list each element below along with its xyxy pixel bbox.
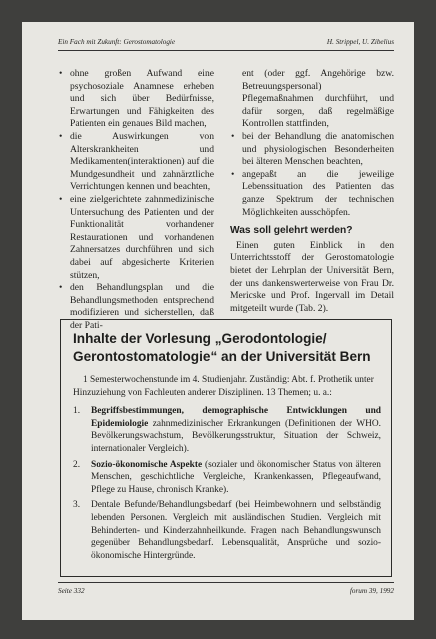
topic-item [73,499,381,562]
topic-item [73,459,381,497]
list-item: • bei der Behandlung die anatomischen und physiologischen Besonderheiten bei älteren Menschen beachten, [230,131,394,169]
list-item: • ohne großen Aufwand eine psychosoziale Anamnese erheben und sich über Bedürfnisse, Erwartungen und Fähigkeiten des Patienten ein genaues Bild machen, [58,68,214,131]
journal-page [22,22,414,620]
curriculum-table-box [60,319,392,577]
topic-text: (sozialer und ökonomischer Status von älteren Menschen, geschichtliche Vergleiche, Krankenkassen, Pflegeaufwand, Pflege zu Hause, chronisch Kranke). [91,459,381,495]
continued-text: ent (oder ggf. Angehörige bzw. Betreuungspersonal) Pflegemaßnahmen durchführt, und dafür sorgen, daß regelmäßige Kontrollen stattfinden, [242,68,394,130]
running-footer [58,587,394,595]
footer-rule [58,582,394,583]
header-authors: H. Strippel, U. Zibelius [326,38,394,46]
topic-list [73,405,381,562]
right-column [230,68,394,315]
section-heading: Was soll gelehrt werden? [230,225,353,237]
header-title: Ein Fach mit Zukunft: Gerostomatologie [58,38,176,46]
topic-number: 3. [73,500,81,511]
topic-term: Begriffsbestimmungen, demographische Entwicklungen und Epidemiologie [91,406,381,429]
journal-issue: forum 39, 1992 [349,587,394,595]
header-rule [58,50,394,51]
topic-term: Sozio-ökonomische Aspekte [91,459,203,470]
topic-number: 2. [73,459,81,470]
list-item: • angepaßt an die jeweilige Lebenssituation des Patienten das ganze Spektrum der technischen Möglichkeiten ausschöpfen. [230,169,394,219]
box-intro: 1 Semesterwochenstunde im 4. Studienjahr. Zuständig: Abt. f. Prothetik unter Hinzuziehung von Fachleuten anderer Disziplinen. 13 Themen; u. a.: [73,375,374,398]
topic-item [73,405,381,455]
body-paragraph: Einen guten Einblick in den Unterrichtsstoff der Gerostomatologie bietet der Lehrplan der Universität Bern, der uns dankenswerterweise von Frau Dr. Mericske und Prof. Ingervall im Detail mitgeteilt wurde (Tab. 2). [230,239,394,314]
objective-list [58,68,214,332]
left-column [58,68,214,332]
page-number: Seite 332 [58,587,85,595]
box-title: Inhalte der Vorlesung „Gerodontologie/ Gerontostomatologie“ an der Universität Bern [73,331,371,364]
running-header [58,38,394,46]
objective-list-continued [230,131,394,219]
list-item: • den Behandlungsplan und die Behandlungsmethoden entsprechend modifizieren und sicherstellen, daß der Pati- [58,282,214,332]
topic-text: zahnmedizinischer Erkrankungen (Definitionen der WHO. Bevölkerungswachstum, Bevölkerungsstruktur, Situation der Schweiz, internationaler Vergleich). [91,418,381,454]
topic-number: 1. [73,406,81,417]
topic-text: Dentale Befunde/Behandlungsbedarf (bei Heimbewohnern und selbständig lebenden Personen. Vergleich mit ausländischen Studien. Vergleich mit Behinderten- und Kinderzahnheilkunde. Fragen nach Behandlungswunsch gegenüber Behandlungsbedarf. Lebensqualität, Ansprüche und sozio-ökonomische Hintergründe. [91,500,381,561]
list-item: • eine zielgerichtete zahnmedizinische Untersuchung des Patienten und der Funktionalität vorhandener Restaurationen und vorhandenen Zahnersatzes durchführen und sich dabei auf abgesicherte Kriterien stützen, [58,194,214,282]
list-item: • die Auswirkungen von Alterskrankheiten und Medikamenten(interaktionen) auf die Mundgesundheit und zahnärztliche Verrichtungen kennen und beachten, [58,131,214,194]
